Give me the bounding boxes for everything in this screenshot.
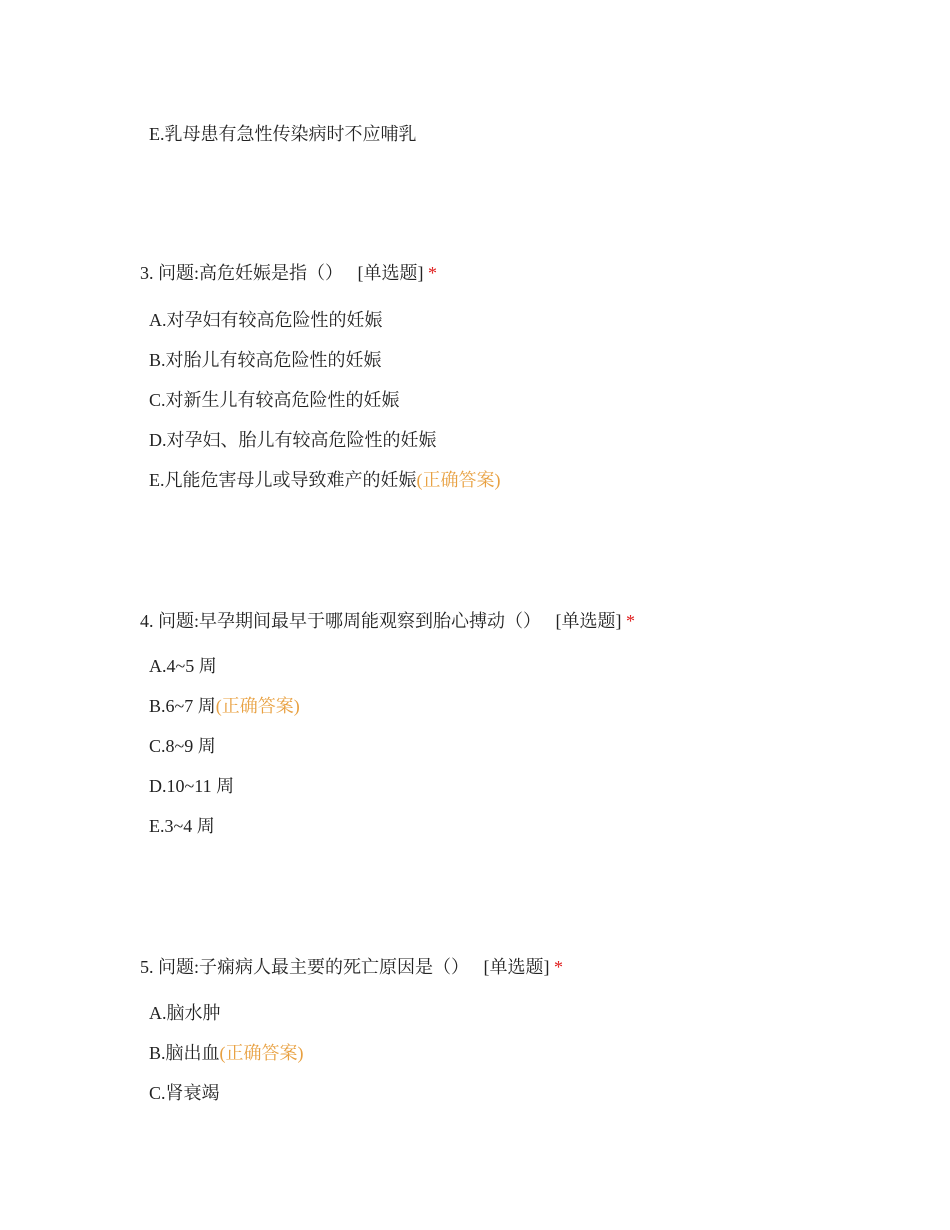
option-text: C.8~9 周 <box>149 736 216 756</box>
option-text: B.对胎儿有较高危险性的妊娠 <box>149 350 382 370</box>
option-text: E.3~4 周 <box>149 816 215 836</box>
q3-option-b <box>149 348 382 372</box>
question-text: 5. 问题:子痫病人最主要的死亡原因是（） <box>140 957 469 977</box>
option-text: D.10~11 周 <box>149 776 235 796</box>
required-marker: * <box>428 263 437 283</box>
q4-option-e <box>149 814 215 838</box>
correct-answer-tag: (正确答案) <box>219 1043 304 1063</box>
option-text: B.脑出血 <box>149 1043 220 1063</box>
question-type-label: [单选题] <box>555 611 622 631</box>
option-item <box>149 122 417 146</box>
option-text: C.对新生儿有较高危险性的妊娠 <box>149 390 400 410</box>
option-text: E.凡能危害母儿或导致难产的妊娠 <box>149 470 417 490</box>
correct-answer-tag: (正确答案) <box>215 696 300 716</box>
question-text: 4. 问题:早孕期间最早于哪周能观察到胎心搏动（） <box>140 611 541 631</box>
question-3-title <box>140 261 437 285</box>
required-marker: * <box>554 957 563 977</box>
question-type-label: [单选题] <box>357 263 424 283</box>
q3-option-a <box>149 308 383 332</box>
correct-answer-tag: (正确答案) <box>416 470 501 490</box>
q3-option-c <box>149 388 400 412</box>
option-text: B.6~7 周 <box>149 696 216 716</box>
question-text: 3. 问题:高危妊娠是指（） <box>140 263 343 283</box>
q4-option-b <box>149 694 300 718</box>
option-text: A.脑水肿 <box>149 1003 221 1023</box>
q3-option-d <box>149 428 437 452</box>
q4-option-a <box>149 654 217 678</box>
question-5-title <box>140 955 563 979</box>
q5-option-b <box>149 1041 304 1065</box>
required-marker: * <box>626 611 635 631</box>
option-text: D.对孕妇、胎儿有较高危险性的妊娠 <box>149 430 437 450</box>
q5-option-c <box>149 1081 220 1105</box>
q4-option-d <box>149 774 234 798</box>
question-4-title <box>140 609 635 633</box>
q4-option-c <box>149 734 216 758</box>
option-text: E.乳母患有急性传染病时不应哺乳 <box>149 124 417 144</box>
question-type-label: [单选题] <box>483 957 550 977</box>
q5-option-a <box>149 1001 221 1025</box>
q3-option-e <box>149 468 501 492</box>
option-text: A.对孕妇有较高危险性的妊娠 <box>149 310 383 330</box>
option-text: A.4~5 周 <box>149 656 217 676</box>
option-text: C.肾衰竭 <box>149 1083 220 1103</box>
